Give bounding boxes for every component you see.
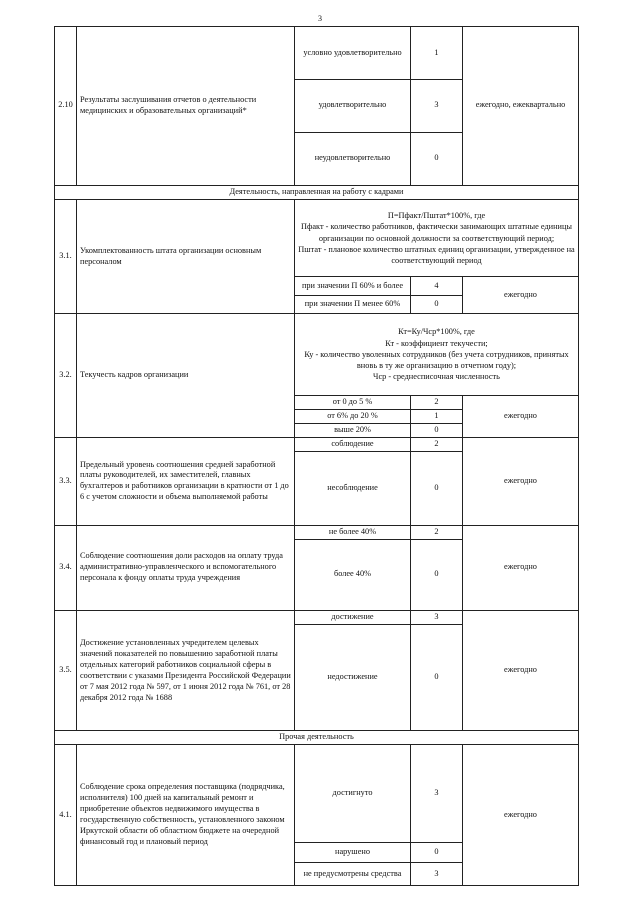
row-number: 3.2. <box>55 314 77 438</box>
formula-line: П=Пфакт/Пштат*100%, где <box>387 211 486 221</box>
criterion-name: Результаты заслушивания отчетов о деятельности медицинских и образовательных организаций* <box>77 27 295 186</box>
score-value: 0 <box>411 843 463 863</box>
score-value: 0 <box>411 625 463 731</box>
table-row <box>55 611 579 625</box>
table-row <box>55 27 579 80</box>
formula-line: Кт - коэффициент текучести; <box>385 338 488 348</box>
period: ежегодно <box>463 525 579 610</box>
criterion-name: Достижение установленных учредителем целевых значений показателей по повышению заработной платы отдельных категорий работников социальной сферы в соответствии с указами Президента Российской Федерации от 7 мая 2012 года № 597, от 1 июня 2012 года № 761, от 28 декабря 2012 года № 1688 <box>77 611 295 731</box>
criterion-name: Соблюдение срока определения поставщика (подрядчика, исполнителя) 100 дней на капитальный ремонт и приобретение объектов недвижимого имущества в государственную собственность, установленного законом Иркутской области об областном бюджете на очередной финансовый год и плановый период <box>77 745 295 886</box>
score-value: 0 <box>411 452 463 525</box>
score-value: 1 <box>411 27 463 80</box>
period: ежегодно <box>463 277 579 314</box>
score-value: 4 <box>411 277 463 295</box>
formula-cell <box>295 314 579 395</box>
period: ежегодно <box>463 745 579 886</box>
period: ежегодно <box>463 611 579 731</box>
criteria-table <box>54 26 579 886</box>
condition-label: соблюдение <box>295 438 411 452</box>
formula-line: Ку - количество уволенных сотрудников (без учета сотрудников, принятых вновь в ту же организацию в отчетном году); <box>304 349 569 370</box>
condition-label: достижение <box>295 611 411 625</box>
condition-label: достигнуто <box>295 745 411 843</box>
score-value: 2 <box>411 525 463 539</box>
criterion-name: Соблюдение соотношения доли расходов на оплату труда административно-управленческого и вспомогательного персонала к фонду оплаты труда учреждения <box>77 525 295 610</box>
score-value: 2 <box>411 438 463 452</box>
section-header-row <box>55 731 579 745</box>
formula-line: Пштат - плановое количество штатных единиц организации, утвержденное на соответствующий период <box>298 244 575 266</box>
condition-label: от 0 до 5 % <box>295 395 411 409</box>
row-number: 3.4. <box>55 525 77 610</box>
formula-line: Пфакт - количество работников, фактически занимающих штатные единицы организации по основной должности за соответствующий период; <box>300 222 573 243</box>
criterion-name: Укомплектованность штата организации основным персоналом <box>77 200 295 314</box>
formula-line: Кт=Ку/Чср*100%, где <box>398 327 475 337</box>
condition-label: выше 20% <box>295 423 411 437</box>
score-value: 0 <box>411 539 463 610</box>
score-value: 0 <box>411 132 463 185</box>
condition-label: удовлетворительно <box>295 79 411 132</box>
condition-label: от 6% до 20 % <box>295 409 411 423</box>
score-value: 3 <box>411 863 463 886</box>
condition-label: неудовлетворительно <box>295 132 411 185</box>
row-number: 3.5. <box>55 611 77 731</box>
condition-label: условно удовлетворительно <box>295 27 411 80</box>
score-value: 3 <box>411 611 463 625</box>
formula-cell <box>295 200 579 277</box>
section-header-row <box>55 185 579 199</box>
period: ежегодно <box>463 395 579 438</box>
score-value: 1 <box>411 409 463 423</box>
score-value: 0 <box>411 423 463 437</box>
section-title: Деятельность, направленная на работу с кадрами <box>55 185 579 199</box>
table-row <box>55 745 579 843</box>
table-row <box>55 438 579 452</box>
condition-label: не предусмотрены средства <box>295 863 411 886</box>
table-row <box>55 314 579 395</box>
condition-label: несоблюдение <box>295 452 411 525</box>
row-number: 3.1. <box>55 200 77 314</box>
table-row <box>55 200 579 277</box>
condition-label: недостижение <box>295 625 411 731</box>
page-number: 3 <box>318 14 322 23</box>
row-number: 3.3. <box>55 438 77 526</box>
score-value: 3 <box>411 79 463 132</box>
condition-label: при значении П менее 60% <box>295 295 411 313</box>
period: ежегодно <box>463 438 579 526</box>
period: ежегодно, ежеквартально <box>463 27 579 186</box>
criterion-name: Текучесть кадров организации <box>77 314 295 438</box>
formula-line: Чср - среднесписочная численность <box>373 372 500 382</box>
score-value: 3 <box>411 745 463 843</box>
section-title: Прочая деятельность <box>55 731 579 745</box>
row-number: 2.10 <box>55 27 77 186</box>
score-value: 2 <box>411 395 463 409</box>
row-number: 4.1. <box>55 745 77 886</box>
condition-label: более 40% <box>295 539 411 610</box>
criterion-name: Предельный уровень соотношения средней заработной платы руководителей, их заместителей, главных бухгалтеров и работников организации в кратности от 1 до 6 с учетом сложности и объема выполняемой работы <box>77 438 295 526</box>
condition-label: при значении П 60% и более <box>295 277 411 295</box>
condition-label: нарушено <box>295 843 411 863</box>
condition-label: не более 40% <box>295 525 411 539</box>
score-value: 0 <box>411 295 463 313</box>
table-row <box>55 525 579 539</box>
